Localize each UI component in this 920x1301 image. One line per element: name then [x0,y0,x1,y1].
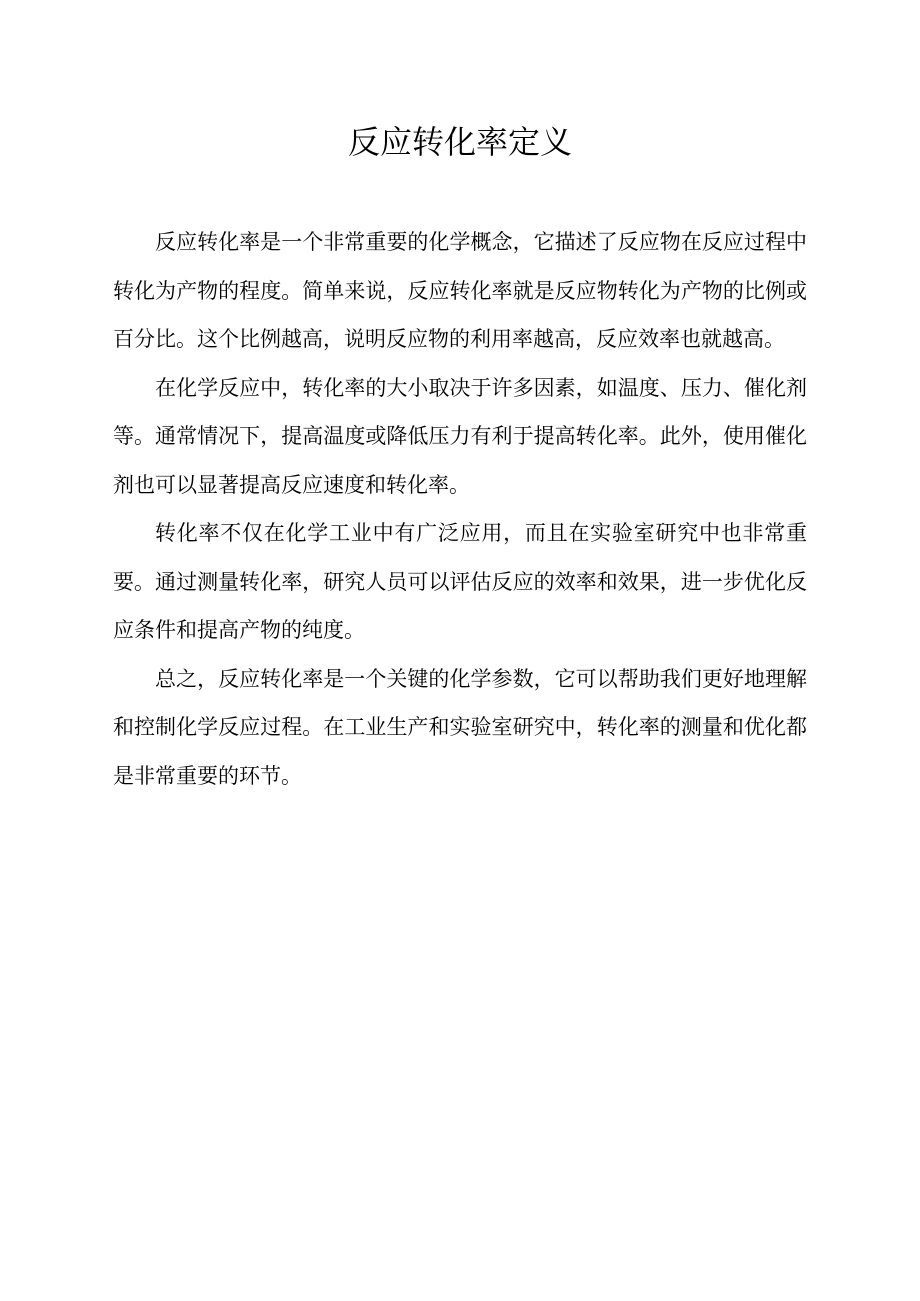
paragraph-1: 反应转化率是一个非常重要的化学概念，它描述了反应物在反应过程中转化为产物的程度。简单来说，反应转化率就是反应物转化为产物的比例或百分比。这个比例越高，说明反应物的利用率越高，反应效率也就越高。 [113,230,807,351]
paragraph-2: 在化学反应中，转化率的大小取决于许多因素，如温度、压力、催化剂等。通常情况下，提高温度或降低压力有利于提高转化率。此外，使用催化剂也可以显著提高反应速度和转化率。 [113,375,807,497]
document-body [113,218,807,800]
paragraph-3: 转化率不仅在化学工业中有广泛应用，而且在实验室研究中也非常重要。通过测量转化率，研究人员可以评估反应的效率和效果，进一步优化反应条件和提高产物的纯度。 [113,521,807,642]
paragraph-4: 总之，反应转化率是一个关键的化学参数，它可以帮助我们更好地理解和控制化学反应过程。在工业生产和实验室研究中，转化率的测量和优化都是非常重要的环节。 [113,666,807,788]
document-title: 反应转化率定义 [347,123,572,161]
